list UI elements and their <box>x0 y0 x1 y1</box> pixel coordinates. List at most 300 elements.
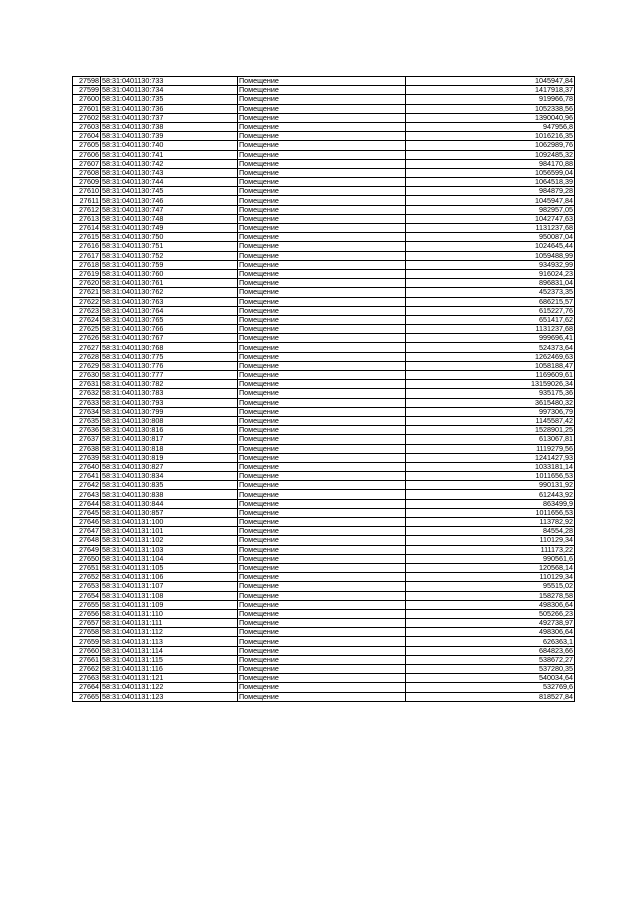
table-row <box>73 508 575 517</box>
cadastral-value-cell: 615227,76 <box>406 306 575 315</box>
table-row <box>73 674 575 683</box>
object-type-cell: Помещение <box>238 545 406 554</box>
cadastral-number-cell: 58:31:0401131:115 <box>101 655 238 664</box>
cadastral-number-cell: 58:31:0401131:108 <box>101 591 238 600</box>
table-row <box>73 187 575 196</box>
cadastral-value-cell: 498306,64 <box>406 628 575 637</box>
object-type-cell: Помещение <box>238 260 406 269</box>
cadastral-value-cell: 1131237,68 <box>406 224 575 233</box>
row-number-cell: 27644 <box>73 499 101 508</box>
cadastral-value-cell: 999696,41 <box>406 334 575 343</box>
cadastral-value-cell: 1092485,32 <box>406 150 575 159</box>
table-row <box>73 628 575 637</box>
cadastral-number-cell: 58:31:0401131:106 <box>101 573 238 582</box>
table-row <box>73 141 575 150</box>
row-number-cell: 27614 <box>73 224 101 233</box>
cadastral-number-cell: 58:31:0401131:107 <box>101 582 238 591</box>
table-row <box>73 416 575 425</box>
table-row <box>73 554 575 563</box>
object-type-cell: Помещение <box>238 637 406 646</box>
table-row <box>73 407 575 416</box>
cadastral-value-cell: 612443,92 <box>406 490 575 499</box>
object-type-cell: Помещение <box>238 315 406 324</box>
row-number-cell: 27599 <box>73 86 101 95</box>
row-number-cell: 27626 <box>73 334 101 343</box>
row-number-cell: 27605 <box>73 141 101 150</box>
object-type-cell: Помещение <box>238 619 406 628</box>
object-type-cell: Помещение <box>238 279 406 288</box>
cadastral-number-cell: 58:31:0401131:103 <box>101 545 238 554</box>
object-type-cell: Помещение <box>238 371 406 380</box>
object-type-cell: Помещение <box>238 242 406 251</box>
table-row <box>73 361 575 370</box>
cadastral-value-cell: 1042747,63 <box>406 214 575 223</box>
row-number-cell: 27660 <box>73 646 101 655</box>
object-type-cell: Помещение <box>238 527 406 536</box>
row-number-cell: 27633 <box>73 398 101 407</box>
object-type-cell: Помещение <box>238 187 406 196</box>
table-row <box>73 233 575 242</box>
cadastral-number-cell: 58:31:0401130:766 <box>101 325 238 334</box>
object-type-cell: Помещение <box>238 86 406 95</box>
cadastral-number-cell: 58:31:0401130:751 <box>101 242 238 251</box>
row-number-cell: 27617 <box>73 251 101 260</box>
cadastral-number-cell: 58:31:0401131:102 <box>101 536 238 545</box>
object-type-cell: Помещение <box>238 141 406 150</box>
cadastral-value-cell: 916024,23 <box>406 269 575 278</box>
cadastral-number-cell: 58:31:0401130:768 <box>101 343 238 352</box>
table-row <box>73 242 575 251</box>
cadastral-number-cell: 58:31:0401130:763 <box>101 297 238 306</box>
table-row <box>73 609 575 618</box>
row-number-cell: 27642 <box>73 481 101 490</box>
row-number-cell: 27659 <box>73 637 101 646</box>
table-row <box>73 269 575 278</box>
object-type-cell: Помещение <box>238 490 406 499</box>
table-row <box>73 490 575 499</box>
cadastral-number-cell: 58:31:0401130:745 <box>101 187 238 196</box>
row-number-cell: 27639 <box>73 453 101 462</box>
cadastral-number-cell: 58:31:0401130:819 <box>101 453 238 462</box>
cadastral-value-cell: 1045947,84 <box>406 196 575 205</box>
row-number-cell: 27621 <box>73 288 101 297</box>
cadastral-value-cell: 111173,22 <box>406 545 575 554</box>
cadastral-number-cell: 58:31:0401131:101 <box>101 527 238 536</box>
cadastral-value-cell: 524373,64 <box>406 343 575 352</box>
cadastral-value-cell: 1062989,76 <box>406 141 575 150</box>
cadastral-number-cell: 58:31:0401130:752 <box>101 251 238 260</box>
cadastral-value-cell: 1119279,56 <box>406 444 575 453</box>
table-row <box>73 132 575 141</box>
table-row <box>73 159 575 168</box>
object-type-cell: Помещение <box>238 665 406 674</box>
object-type-cell: Помещение <box>238 481 406 490</box>
object-type-cell: Помещение <box>238 472 406 481</box>
cadastral-value-cell: 110129,34 <box>406 573 575 582</box>
table-row <box>73 545 575 554</box>
cadastral-value-cell: 686215,57 <box>406 297 575 306</box>
cadastral-number-cell: 58:31:0401130:739 <box>101 132 238 141</box>
table-row <box>73 315 575 324</box>
row-number-cell: 27661 <box>73 655 101 664</box>
cadastral-number-cell: 58:31:0401130:744 <box>101 178 238 187</box>
object-type-cell: Помещение <box>238 518 406 527</box>
cadastral-number-cell: 58:31:0401130:746 <box>101 196 238 205</box>
object-type-cell: Помещение <box>238 674 406 683</box>
row-number-cell: 27649 <box>73 545 101 554</box>
row-number-cell: 27600 <box>73 95 101 104</box>
cadastral-number-cell: 58:31:0401130:818 <box>101 444 238 453</box>
row-number-cell: 27664 <box>73 683 101 692</box>
table-row <box>73 352 575 361</box>
row-number-cell: 27648 <box>73 536 101 545</box>
table-row <box>73 637 575 646</box>
object-type-cell: Помещение <box>238 159 406 168</box>
table-row <box>73 426 575 435</box>
cadastral-number-cell: 58:31:0401130:749 <box>101 224 238 233</box>
row-number-cell: 27613 <box>73 214 101 223</box>
cadastral-number-cell: 58:31:0401131:111 <box>101 619 238 628</box>
cadastral-value-cell: 896831,04 <box>406 279 575 288</box>
cadastral-number-cell: 58:31:0401130:799 <box>101 407 238 416</box>
row-number-cell: 27611 <box>73 196 101 205</box>
cadastral-value-cell: 1145587,42 <box>406 416 575 425</box>
cadastral-value-cell: 113782,92 <box>406 518 575 527</box>
table-row <box>73 499 575 508</box>
cadastral-number-cell: 58:31:0401130:776 <box>101 361 238 370</box>
cadastral-number-cell: 58:31:0401131:104 <box>101 554 238 563</box>
cadastral-value-cell: 95515,02 <box>406 582 575 591</box>
cadastral-value-cell: 110129,34 <box>406 536 575 545</box>
table-row <box>73 472 575 481</box>
cadastral-value-cell: 990561,6 <box>406 554 575 563</box>
table-row <box>73 582 575 591</box>
cadastral-number-cell: 58:31:0401130:777 <box>101 371 238 380</box>
object-type-cell: Помещение <box>238 453 406 462</box>
table-row <box>73 462 575 471</box>
cadastral-number-cell: 58:31:0401130:767 <box>101 334 238 343</box>
object-type-cell: Помещение <box>238 591 406 600</box>
cadastral-value-cell: 984170,88 <box>406 159 575 168</box>
table-row <box>73 683 575 692</box>
cadastral-number-cell: 58:31:0401130:743 <box>101 168 238 177</box>
row-number-cell: 27662 <box>73 665 101 674</box>
cadastral-value-cell: 1528901,25 <box>406 426 575 435</box>
row-number-cell: 27654 <box>73 591 101 600</box>
cadastral-number-cell: 58:31:0401130:775 <box>101 352 238 361</box>
table-row <box>73 536 575 545</box>
object-type-cell: Помещение <box>238 646 406 655</box>
cadastral-number-cell: 58:31:0401130:759 <box>101 260 238 269</box>
object-type-cell: Помещение <box>238 288 406 297</box>
cadastral-number-cell: 58:31:0401130:835 <box>101 481 238 490</box>
cadastral-number-cell: 58:31:0401130:782 <box>101 380 238 389</box>
row-number-cell: 27616 <box>73 242 101 251</box>
table-row <box>73 178 575 187</box>
cadastral-value-cell: 1131237,68 <box>406 325 575 334</box>
cadastral-number-cell: 58:31:0401130:783 <box>101 389 238 398</box>
cadastral-number-cell: 58:31:0401130:741 <box>101 150 238 159</box>
row-number-cell: 27650 <box>73 554 101 563</box>
object-type-cell: Помещение <box>238 196 406 205</box>
cadastral-value-cell: 1052338,56 <box>406 104 575 113</box>
object-type-cell: Помещение <box>238 582 406 591</box>
object-type-cell: Помещение <box>238 214 406 223</box>
cadastral-number-cell: 58:31:0401130:733 <box>101 77 238 86</box>
cadastral-number-cell: 58:31:0401130:738 <box>101 122 238 131</box>
cadastral-number-cell: 58:31:0401130:737 <box>101 113 238 122</box>
table-row <box>73 113 575 122</box>
row-number-cell: 27653 <box>73 582 101 591</box>
cadastral-value-cell: 990131,92 <box>406 481 575 490</box>
cadastral-value-cell: 1011656,53 <box>406 472 575 481</box>
table-row <box>73 435 575 444</box>
row-number-cell: 27604 <box>73 132 101 141</box>
cadastral-value-cell: 1016216,35 <box>406 132 575 141</box>
cadastral-value-cell: 13159026,34 <box>406 380 575 389</box>
row-number-cell: 27646 <box>73 518 101 527</box>
object-type-cell: Помещение <box>238 361 406 370</box>
cadastral-number-cell: 58:31:0401131:109 <box>101 600 238 609</box>
table-row <box>73 77 575 86</box>
object-type-cell: Помещение <box>238 269 406 278</box>
object-type-cell: Помещение <box>238 683 406 692</box>
cadastral-value-table <box>72 76 575 702</box>
cadastral-value-cell: 538672,27 <box>406 655 575 664</box>
table-row <box>73 214 575 223</box>
row-number-cell: 27610 <box>73 187 101 196</box>
object-type-cell: Помещение <box>238 132 406 141</box>
table-row <box>73 398 575 407</box>
table-row <box>73 279 575 288</box>
table-row <box>73 260 575 269</box>
table-row <box>73 86 575 95</box>
cadastral-value-cell: 1262469,63 <box>406 352 575 361</box>
table-row <box>73 481 575 490</box>
object-type-cell: Помещение <box>238 150 406 159</box>
row-number-cell: 27619 <box>73 269 101 278</box>
row-number-cell: 27631 <box>73 380 101 389</box>
row-number-cell: 27632 <box>73 389 101 398</box>
object-type-cell: Помещение <box>238 113 406 122</box>
row-number-cell: 27636 <box>73 426 101 435</box>
object-type-cell: Помещение <box>238 306 406 315</box>
object-type-cell: Помещение <box>238 297 406 306</box>
cadastral-number-cell: 58:31:0401130:748 <box>101 214 238 223</box>
table-row <box>73 343 575 352</box>
cadastral-value-cell: 505266,23 <box>406 609 575 618</box>
table-row <box>73 334 575 343</box>
table-row <box>73 665 575 674</box>
object-type-cell: Помещение <box>238 508 406 517</box>
cadastral-value-cell: 984879,28 <box>406 187 575 196</box>
table-row <box>73 288 575 297</box>
cadastral-value-cell: 1241427,93 <box>406 453 575 462</box>
cadastral-number-cell: 58:31:0401131:114 <box>101 646 238 655</box>
cadastral-value-cell: 935175,36 <box>406 389 575 398</box>
cadastral-number-cell: 58:31:0401130:735 <box>101 95 238 104</box>
cadastral-number-cell: 58:31:0401131:113 <box>101 637 238 646</box>
row-number-cell: 27651 <box>73 563 101 572</box>
object-type-cell: Помещение <box>238 554 406 563</box>
cadastral-value-cell: 934932,99 <box>406 260 575 269</box>
cadastral-value-cell: 950087,04 <box>406 233 575 242</box>
cadastral-number-cell: 58:31:0401130:761 <box>101 279 238 288</box>
row-number-cell: 27603 <box>73 122 101 131</box>
row-number-cell: 27602 <box>73 113 101 122</box>
cadastral-number-cell: 58:31:0401131:112 <box>101 628 238 637</box>
cadastral-number-cell: 58:31:0401130:816 <box>101 426 238 435</box>
cadastral-value-cell: 540034,64 <box>406 674 575 683</box>
object-type-cell: Помещение <box>238 426 406 435</box>
row-number-cell: 27656 <box>73 609 101 618</box>
cadastral-value-cell: 1045947,84 <box>406 77 575 86</box>
row-number-cell: 27658 <box>73 628 101 637</box>
cadastral-value-cell: 492738,97 <box>406 619 575 628</box>
table-row <box>73 325 575 334</box>
cadastral-value-cell: 537280,35 <box>406 665 575 674</box>
row-number-cell: 27630 <box>73 371 101 380</box>
cadastral-number-cell: 58:31:0401130:742 <box>101 159 238 168</box>
cadastral-number-cell: 58:31:0401130:844 <box>101 499 238 508</box>
row-number-cell: 27612 <box>73 205 101 214</box>
cadastral-value-cell: 158278,58 <box>406 591 575 600</box>
cadastral-number-cell: 58:31:0401131:121 <box>101 674 238 683</box>
object-type-cell: Помещение <box>238 168 406 177</box>
cadastral-value-cell: 1417918,37 <box>406 86 575 95</box>
row-number-cell: 27638 <box>73 444 101 453</box>
table-row <box>73 251 575 260</box>
object-type-cell: Помещение <box>238 416 406 425</box>
table-row <box>73 95 575 104</box>
cadastral-value-cell: 1058188,47 <box>406 361 575 370</box>
table-row <box>73 619 575 628</box>
object-type-cell: Помещение <box>238 389 406 398</box>
object-type-cell: Помещение <box>238 600 406 609</box>
cadastral-number-cell: 58:31:0401130:760 <box>101 269 238 278</box>
table-row <box>73 224 575 233</box>
row-number-cell: 27657 <box>73 619 101 628</box>
row-number-cell: 27608 <box>73 168 101 177</box>
row-number-cell: 27607 <box>73 159 101 168</box>
table-row <box>73 150 575 159</box>
object-type-cell: Помещение <box>238 77 406 86</box>
object-type-cell: Помещение <box>238 233 406 242</box>
cadastral-number-cell: 58:31:0401130:740 <box>101 141 238 150</box>
object-type-cell: Помещение <box>238 251 406 260</box>
cadastral-number-cell: 58:31:0401130:750 <box>101 233 238 242</box>
table-row <box>73 591 575 600</box>
table-row <box>73 646 575 655</box>
cadastral-value-cell: 982957,05 <box>406 205 575 214</box>
object-type-cell: Помещение <box>238 407 406 416</box>
cadastral-number-cell: 58:31:0401130:747 <box>101 205 238 214</box>
cadastral-value-cell: 452373,35 <box>406 288 575 297</box>
row-number-cell: 27598 <box>73 77 101 86</box>
cadastral-value-cell: 1056599,04 <box>406 168 575 177</box>
cadastral-value-cell: 919966,78 <box>406 95 575 104</box>
object-type-cell: Помещение <box>238 655 406 664</box>
object-type-cell: Помещение <box>238 205 406 214</box>
cadastral-value-cell: 684823,66 <box>406 646 575 655</box>
row-number-cell: 27627 <box>73 343 101 352</box>
object-type-cell: Помещение <box>238 224 406 233</box>
object-type-cell: Помещение <box>238 499 406 508</box>
table-row <box>73 196 575 205</box>
cadastral-value-cell: 498306,64 <box>406 600 575 609</box>
object-type-cell: Помещение <box>238 352 406 361</box>
cadastral-number-cell: 58:31:0401130:765 <box>101 315 238 324</box>
object-type-cell: Помещение <box>238 104 406 113</box>
table-row <box>73 518 575 527</box>
object-type-cell: Помещение <box>238 178 406 187</box>
row-number-cell: 27628 <box>73 352 101 361</box>
cadastral-number-cell: 58:31:0401131:110 <box>101 609 238 618</box>
table-row <box>73 692 575 701</box>
row-number-cell: 27641 <box>73 472 101 481</box>
row-number-cell: 27647 <box>73 527 101 536</box>
cadastral-number-cell: 58:31:0401130:808 <box>101 416 238 425</box>
table-row <box>73 444 575 453</box>
table-row <box>73 104 575 113</box>
cadastral-number-cell: 58:31:0401131:123 <box>101 692 238 701</box>
cadastral-number-cell: 58:31:0401130:736 <box>101 104 238 113</box>
cadastral-value-cell: 997306,79 <box>406 407 575 416</box>
object-type-cell: Помещение <box>238 462 406 471</box>
object-type-cell: Помещение <box>238 536 406 545</box>
cadastral-number-cell: 58:31:0401130:734 <box>101 86 238 95</box>
object-type-cell: Помещение <box>238 628 406 637</box>
cadastral-value-cell: 651417,62 <box>406 315 575 324</box>
table-row <box>73 573 575 582</box>
cadastral-number-cell: 58:31:0401130:793 <box>101 398 238 407</box>
table-row <box>73 168 575 177</box>
row-number-cell: 27618 <box>73 260 101 269</box>
cadastral-number-cell: 58:31:0401130:762 <box>101 288 238 297</box>
row-number-cell: 27624 <box>73 315 101 324</box>
table-row <box>73 371 575 380</box>
cadastral-value-cell: 1390040,96 <box>406 113 575 122</box>
cadastral-value-cell: 84554,28 <box>406 527 575 536</box>
row-number-cell: 27655 <box>73 600 101 609</box>
object-type-cell: Помещение <box>238 343 406 352</box>
cadastral-value-cell: 1033181,14 <box>406 462 575 471</box>
row-number-cell: 27620 <box>73 279 101 288</box>
object-type-cell: Помещение <box>238 398 406 407</box>
row-number-cell: 27637 <box>73 435 101 444</box>
row-number-cell: 27609 <box>73 178 101 187</box>
table-row <box>73 600 575 609</box>
cadastral-number-cell: 58:31:0401131:100 <box>101 518 238 527</box>
cadastral-value-cell: 120568,14 <box>406 563 575 572</box>
row-number-cell: 27629 <box>73 361 101 370</box>
row-number-cell: 27663 <box>73 674 101 683</box>
cadastral-value-cell: 1011656,53 <box>406 508 575 517</box>
row-number-cell: 27640 <box>73 462 101 471</box>
cadastral-value-cell: 613067,81 <box>406 435 575 444</box>
table-row <box>73 380 575 389</box>
cadastral-value-cell: 863499,9 <box>406 499 575 508</box>
table-row <box>73 122 575 131</box>
cadastral-value-cell: 1024645,44 <box>406 242 575 251</box>
table-body <box>73 77 575 702</box>
cadastral-number-cell: 58:31:0401130:857 <box>101 508 238 517</box>
cadastral-value-cell: 626363,1 <box>406 637 575 646</box>
row-number-cell: 27622 <box>73 297 101 306</box>
table-row <box>73 306 575 315</box>
table-row <box>73 563 575 572</box>
object-type-cell: Помещение <box>238 334 406 343</box>
